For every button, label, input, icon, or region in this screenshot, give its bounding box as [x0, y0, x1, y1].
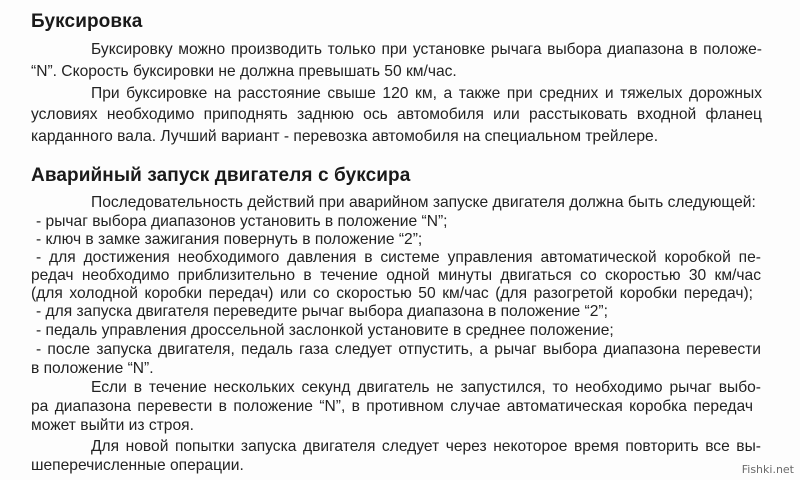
emergency-line: - для запуска двигателя переведите рычаг выбора диапазона в положение “2”; [36, 303, 608, 320]
emergency-line: шеперечисленные операции. [31, 457, 244, 474]
emergency-line: - после запуска двигателя, педаль газа следует отпустить, а рычаг выбора диапазона перевести [36, 341, 761, 358]
emergency-line: - педаль управления дроссельной заслонкой установите в среднее положение; [36, 322, 614, 339]
emergency-line: редач необходимо приблизительно в течение одной минуты двигаться со скоростью 30 км/час [31, 267, 761, 284]
towing-line: условиях необходимо приподнять заднюю ось автомобиля или расстыковать входной фланец [31, 106, 762, 123]
emergency-line: - ключ в замке зажигания повернуть в положение “2”; [36, 231, 423, 248]
emergency-line: Для новой попытки запуска двигателя следует через некоторое время повторить все вы- [91, 438, 761, 455]
watermark-text: Fishki.net [741, 463, 794, 476]
towing-heading: Буксировка [31, 11, 143, 32]
towing-line: карданного вала. Лучший вариант - перевозка автомобиля на специальном трейлере. [31, 128, 659, 145]
emergency-line: в положение “N”. [31, 360, 154, 377]
emergency-start-heading: Аварийный запуск двигателя с буксира [31, 165, 411, 186]
emergency-line: Если в течение нескольких секунд двигатель не запустился, то необходимо рычаг выбо- [91, 379, 761, 396]
towing-line: Буксировку можно производить только при установке рычага выбора диапазона в положе- [91, 41, 762, 58]
emergency-line: - рычаг выбора диапазонов установить в положение “N”; [36, 213, 448, 230]
towing-line: При буксировке на расстояние свыше 120 км, а также при средних и тяжелых дорожных [91, 85, 762, 102]
emergency-line: (для холодной коробки передач) или со скоростью 50 км/час (для разогретой коробки передач); [31, 285, 753, 302]
emergency-line: может выйти из строя. [31, 417, 194, 434]
emergency-line: ра диапазона перевести в положение “N”, в противном случае автоматическая коробка передач [31, 398, 753, 415]
emergency-line: Последовательность действий при аварийном запуске двигателя должна быть следующей: [91, 194, 756, 211]
towing-line: “N”. Скорость буксировки не должна превышать 50 км/час. [31, 63, 457, 80]
emergency-line: - для достижения необходимого давления в системе управления автоматической коробкой пе- [36, 249, 761, 266]
